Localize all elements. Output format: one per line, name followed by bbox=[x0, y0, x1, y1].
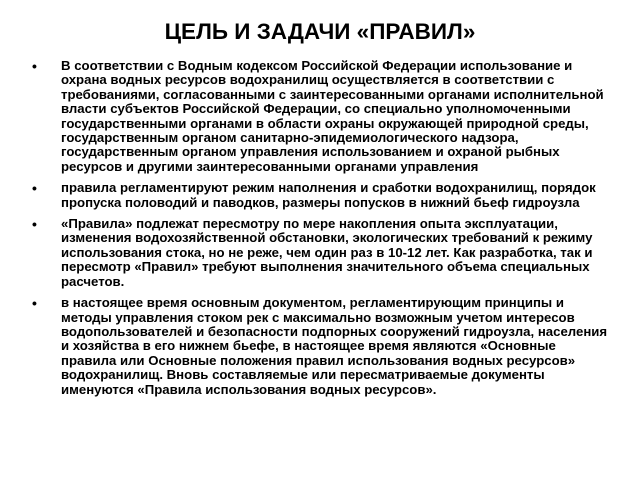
bullet-text: «Правила» подлежат пересмотру по мере накопления опыта эксплуатации, изменения водохозяйственной обстановки, экологических требований к режиму использования стока, но не реже, чем один раз в 10-12 лет. Как разработка, так и пересмотр «Правил» требуют выполнения значительного объема специальных расчетов. bbox=[61, 216, 593, 289]
bullet-item bbox=[30, 59, 610, 174]
bullet-icon: • bbox=[32, 58, 37, 74]
bullet-icon: • bbox=[32, 180, 37, 197]
bullet-item bbox=[30, 181, 610, 210]
bullet-icon: • bbox=[32, 216, 37, 233]
bullet-list bbox=[30, 59, 610, 404]
bullet-item bbox=[30, 296, 610, 397]
bullet-text: В соответствии с Водным кодексом Российской Федерации использование и охрана водных ресурсов водохранилищ осуществляется в соответствии с требованиями, согласованными с заинтересованными органами исполнительной власти субъектов Российской Федерации, со специально уполномоченными государственными органами в области охраны окружающей природной среды, государственным органом санитарно-эпидемиологического надзора, государственным органом управления использованием и охраной рыбных ресурсов и другими заинтересованными органами управления bbox=[61, 58, 604, 174]
bullet-text: в настоящее время основным документом, регламентирующим принципы и методы управления стоком рек с максимально возможным учетом интересов водопользователей и безопасности подпорных сооружений гидроузла, населения и хозяйства в его нижнем бьефе, в настоящее время являются «Основные правила или Основные положения правил использования водных ресурсов» водохранилищ. Вновь составляемые или пересматриваемые документы именуются «Правила использования водных ресурсов». bbox=[61, 295, 608, 397]
bullet-icon: • bbox=[32, 295, 37, 312]
slide-title: ЦЕЛЬ И ЗАДАЧИ «ПРАВИЛ» bbox=[164, 19, 476, 44]
bullet-text: правила регламентируют режим наполнения и сработки водохранилищ, порядок пропуска половодий и паводков, размеры попусков в нижний бьеф гидроузла bbox=[61, 180, 596, 210]
bullet-item bbox=[30, 217, 610, 289]
